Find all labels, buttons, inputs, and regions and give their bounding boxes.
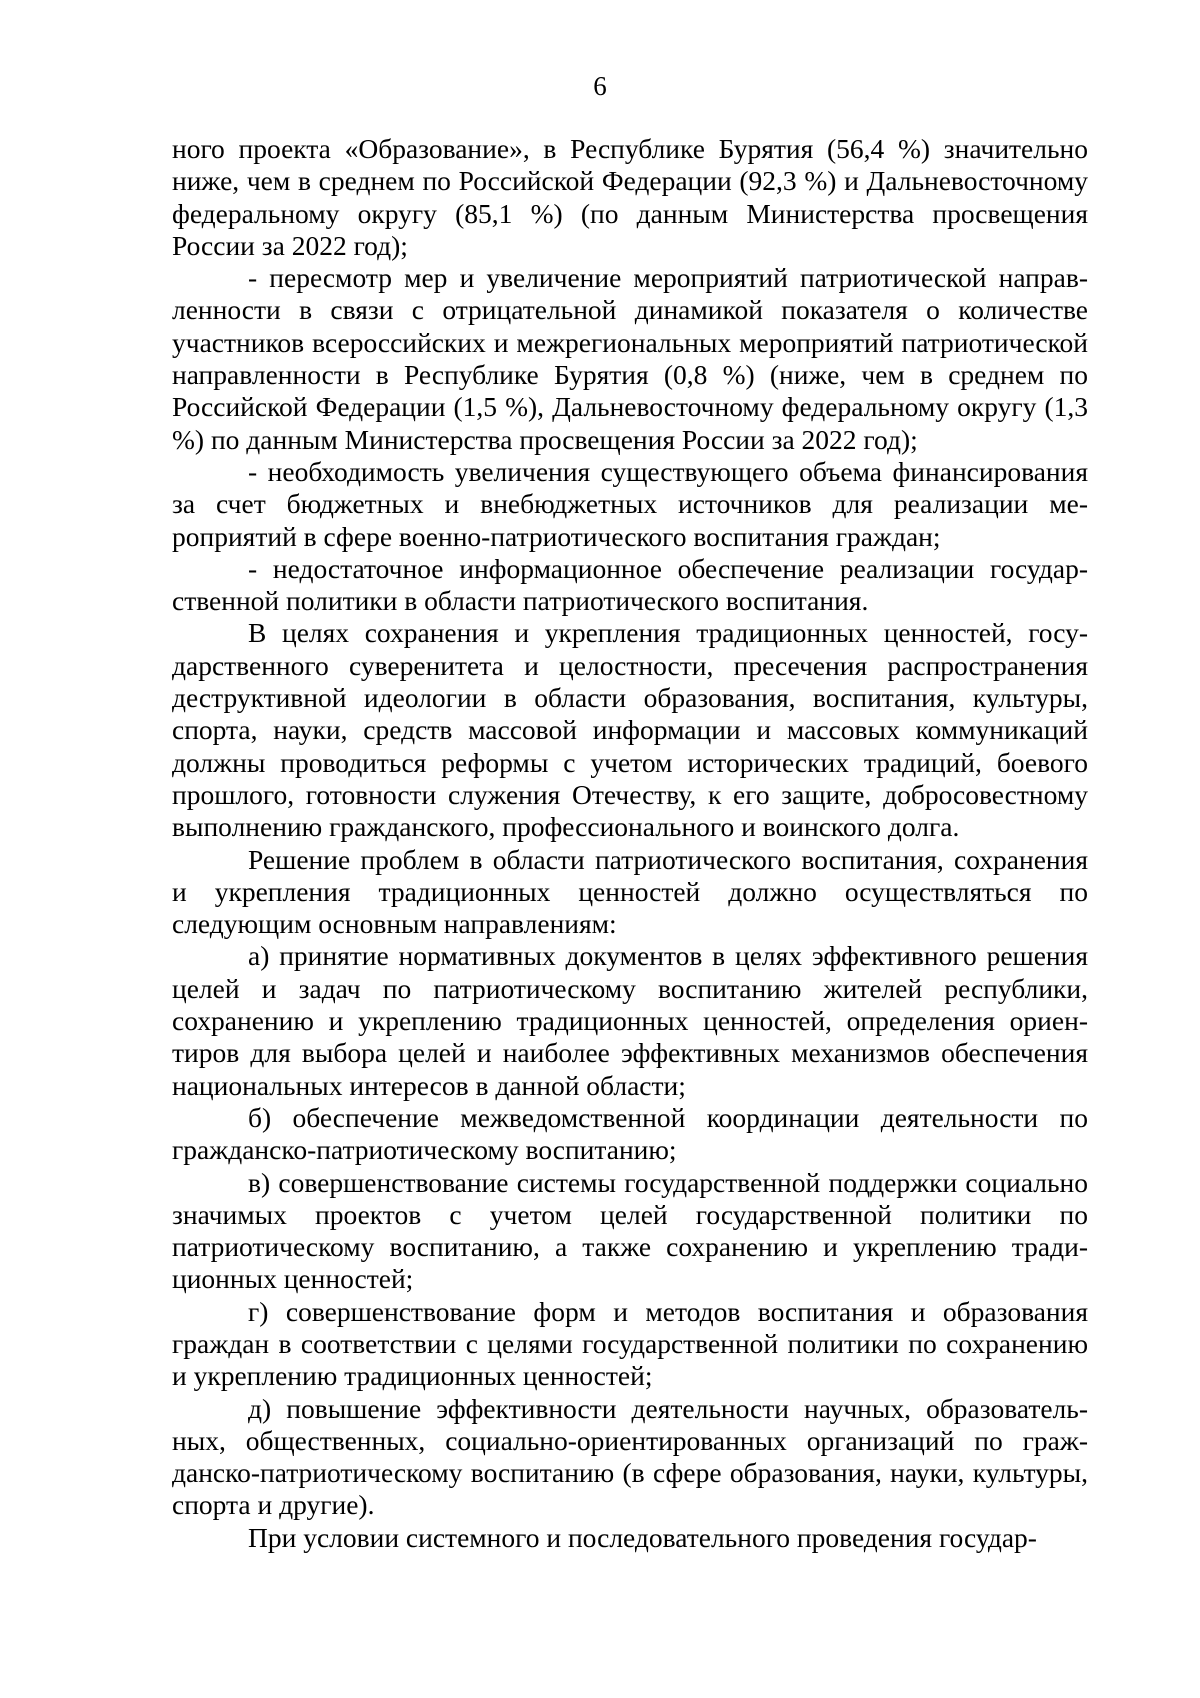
- direction-item-g: г) совершенствование форм и методов воспитания и образования граждан в соответствии с целями государственной политики по сохранению и укреплению традиционных ценностей;: [172, 1295, 1088, 1392]
- direction-item-d: д) повышение эффективности деятельности научных, образовательных, общественных, социально-ориентированных организаций по гражданско-патриотическому воспитанию (в сфере образования, науки, культуры, спорта и другие).: [172, 1392, 1088, 1521]
- list-item-funding-increase: - необходимость увеличения существующего объема финансирования за счет бюджетных и внебюджетных источников для реализации мероприятий в сфере военно-патриотического воспитания граждан;: [172, 455, 1088, 552]
- list-item-information-support: - недостаточное информационное обеспечение реализации государственной политики в области патриотического воспитания.: [172, 552, 1088, 617]
- paragraph-continuation: ного проекта «Образование», в Республике Бурятия (56,4 %) значительно ниже, чем в среднем по Российской Федерации (92,3 %) и Дальневосточному федеральному округу (85,1 %) (по данным Министерства просвещения России за 2022 год);: [172, 133, 1088, 261]
- paragraph-final-truncated: При условии системного и последовательного проведения государ-: [248, 1521, 1037, 1553]
- paragraph-main-directions: Решение проблем в области патриотического воспитания, сохранения и укрепления традиционных ценностей должно осуществляться по следующим основным направлениям:: [172, 843, 1088, 940]
- direction-item-a: а) принятие нормативных документов в целях эффективного решения целей и задач по патриотическому воспитанию жителей республики, сохранению и укреплению традиционных ценностей, определения ориентиров для выбора целей и наиболее эффективных механизмов обеспечения национальных интересов в данной области;: [172, 940, 1088, 1101]
- document-body: [172, 133, 1088, 1554]
- list-item-revision-of-measures: - пересмотр мер и увеличение мероприятий патриотической направленности в связи с отрицательной динамикой показателя о количестве участников всероссийских и межрегиональных мероприятий патриотической направленности в Республике Бурятия (0,8 %) (ниже, чем в среднем по Российской Федерации (1,5 %), Дальневосточному федеральному округу (1,3 %) по данным Министерства просвещения России за 2022 год);: [172, 262, 1088, 455]
- direction-item-b: б) обеспечение межведомственной координации деятельности по гражданско-патриотическому воспитанию;: [172, 1101, 1088, 1166]
- paragraph-reforms: В целях сохранения и укрепления традиционных ценностей, государственного суверенитета и целостности, пресечения распространения деструктивной идеологии в области образования, воспитания, культуры, спорта, науки, средств массовой информации и массовых коммуникаций должны проводиться реформы с учетом исторических традиций, боевого прошлого, готовности служения Отечеству, к его защите, добросовестному выполнению гражданского, профессионального и воинского долга.: [172, 617, 1088, 843]
- direction-item-v: в) совершенствование системы государственной поддержки социально значимых проектов с учетом целей государственной политики по патриотическому воспитанию, а также сохранению и укреплению традиционных ценностей;: [172, 1166, 1088, 1295]
- page-number: 6: [593, 71, 607, 101]
